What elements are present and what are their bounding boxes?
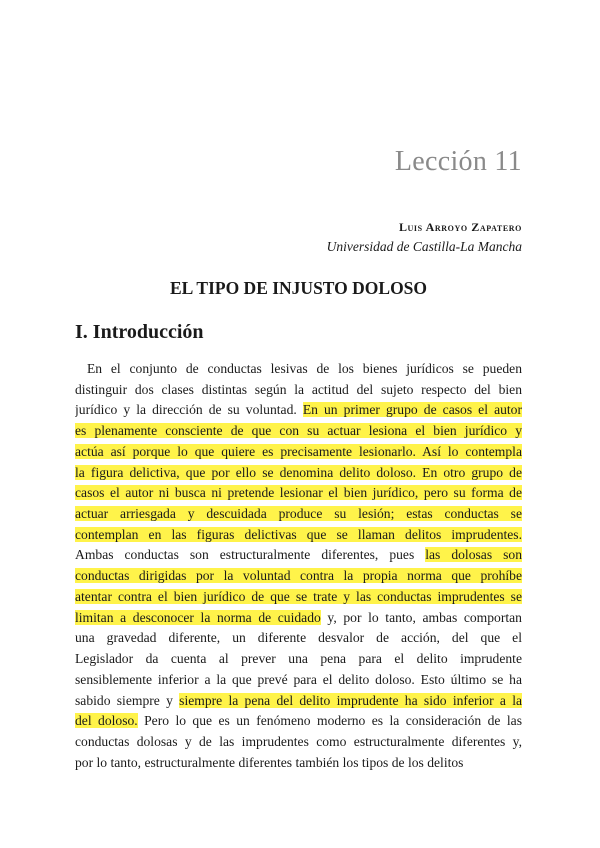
text-line xyxy=(75,608,522,629)
text-segment: sabido siempre y xyxy=(75,692,180,708)
text-line xyxy=(75,442,522,463)
highlighted-text: En un primer grupo de casos el autor xyxy=(302,402,522,418)
section-title: I. Introducción xyxy=(75,321,204,343)
chapter-title: EL TIPO DE INJUSTO DOLOSO xyxy=(169,278,428,298)
highlighted-text: limitan a desconocer la norma de cuidado xyxy=(75,609,321,625)
author-name: Luis Arroyo Zapatero xyxy=(398,220,522,234)
text-line xyxy=(75,400,522,421)
text-line xyxy=(75,545,522,566)
text-segment: Legislador da cuenta al prever una pena para el delito imprudente xyxy=(75,651,522,667)
highlighted-text: del doloso. xyxy=(75,713,138,729)
text-segment: sensiblemente inferior a la que prevé para el delito doloso. Esto último se ha xyxy=(75,671,522,687)
text-line xyxy=(75,628,522,649)
text-line xyxy=(75,670,522,691)
text-line xyxy=(75,525,522,546)
highlighted-text: contemplan en las figuras delictivas que se llaman delitos imprudentes. xyxy=(75,526,522,542)
highlighted-text: actúa así porque lo que quiere es precisamente lesionarlo. Así lo contempla xyxy=(75,443,522,459)
highlighted-text: es plenamente consciente de que con su actuar lesiona el bien jurídico y xyxy=(75,423,522,439)
highlighted-text: casos el autor ni busca ni pretende lesionar el bien jurídico, pero su forma de xyxy=(75,485,522,501)
text-segment: una gravedad diferente, un diferente desvalor de acción, del que el xyxy=(75,630,522,646)
text-segment: Ambas conductas son estructuralmente diferentes, pues xyxy=(75,547,426,563)
text-line xyxy=(75,421,522,442)
highlighted-text: actuar arriesgada y descuidada produce su lesión; estas conductas se xyxy=(75,506,522,522)
text-line xyxy=(75,691,522,712)
text-segment: En el conjunto de conductas lesivas de los bienes jurídicos se pueden xyxy=(87,361,522,376)
text-line xyxy=(75,380,522,401)
highlighted-text: siempre la pena del delito imprudente ha sido inferior a la xyxy=(179,692,522,708)
text-segment: Pero lo que es un fenómeno moderno es la consideración de las xyxy=(137,713,522,729)
text-line xyxy=(75,359,522,380)
text-segment: por lo tanto, estructuralmente diferentes también los tipos de los delitos xyxy=(75,754,464,770)
highlighted-text: conductas dirigidas por la voluntad contra la propia norma que prohíbe xyxy=(75,568,522,584)
text-segment: y, por lo tanto, ambas comportan xyxy=(320,609,522,625)
text-line xyxy=(75,587,522,608)
text-line xyxy=(75,483,522,504)
lesson-title: Lección 11 xyxy=(394,146,522,177)
text-segment: jurídico y la dirección de su voluntad. xyxy=(75,402,303,418)
highlighted-text: atentar contra el bien jurídico de que se trate y las conductas imprudentes se xyxy=(75,588,522,604)
highlighted-text: la figura delictiva, que por ello se denomina delito doloso. En otro grupo de xyxy=(75,464,522,480)
text-line xyxy=(75,566,522,587)
text-line xyxy=(75,711,522,732)
text-segment: conductas dolosas y de las imprudentes como estructuralmente diferentes y, xyxy=(75,733,522,749)
text-line xyxy=(75,463,522,484)
text-line xyxy=(75,753,522,774)
author-affiliation: Universidad de Castilla-La Mancha xyxy=(326,239,522,254)
text-segment: distinguir dos clases distintas según la actitud del sujeto respecto del bien xyxy=(75,381,522,397)
text-line xyxy=(75,504,522,525)
body-paragraph xyxy=(75,359,522,773)
text-line xyxy=(75,649,522,670)
text-line xyxy=(75,732,522,753)
highlighted-text: las dolosas son xyxy=(425,547,522,563)
